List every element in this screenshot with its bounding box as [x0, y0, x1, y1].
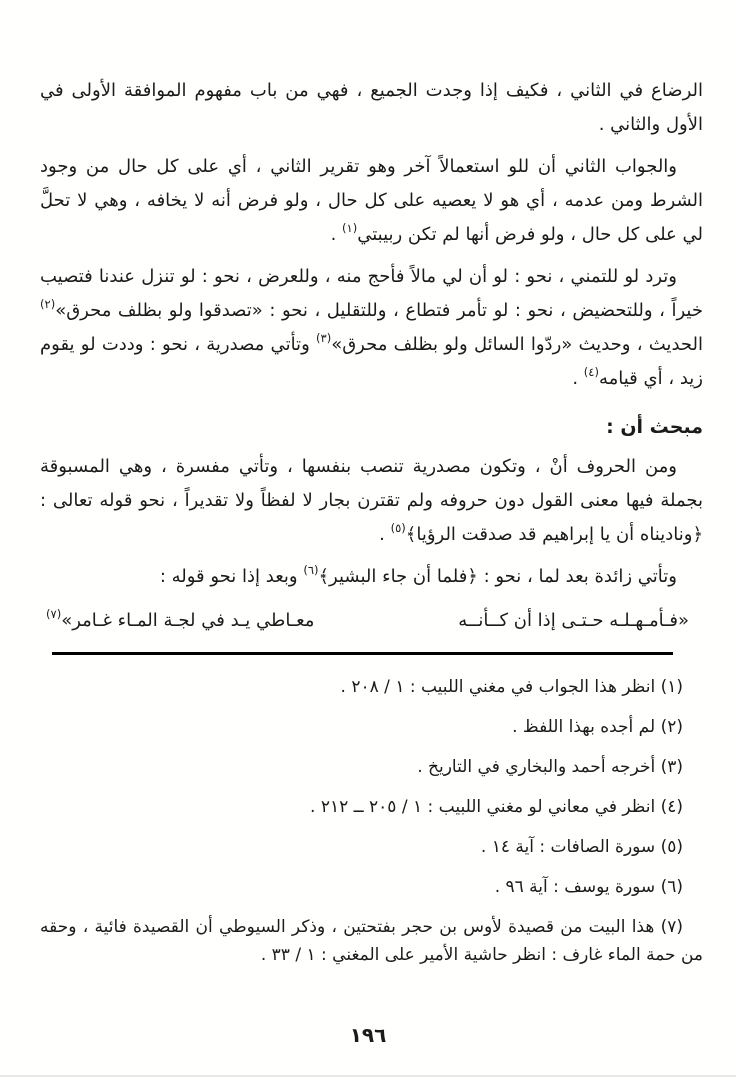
- footnote-ref-7: (٧): [46, 607, 62, 621]
- footnote-6: [40, 873, 703, 901]
- footnote-7: [40, 913, 703, 969]
- section-heading: مبحث أن :: [606, 416, 703, 438]
- footnote-text: (٤) انظر في معاني لو مغني اللبيب : ١ / ٢٠٥ ــ ٢١٢ .: [310, 797, 683, 817]
- paragraph-text: ومن الحروف أنْ ، وتكون مصدرية تنصب بنفسها ، وتأتي مفسرة ، وهي المسبوقة بجملة فيها معنى القول دون حروفه ولم تقترن بجار لا لفظاً ولا تقديراً ، نحو قوله تعالى : ﴿وناديناه أن يا إبراهيم قد صدقت الرؤيا﴾: [40, 456, 703, 545]
- footnote-ref-1: (١): [342, 221, 358, 235]
- footnote-1: [40, 673, 703, 701]
- footnote-ref-4: (٤): [583, 365, 599, 379]
- verse-hemistich-right: «فـأمـهـلـه حـتـى إذا أن كــأنــه: [458, 610, 689, 631]
- paragraph-text: .: [379, 524, 391, 545]
- paragraph-text: الحديث ، وحديث «ردّوا السائل ولو بظلف محرق»: [331, 334, 703, 355]
- footnotes-section: [40, 673, 703, 969]
- paragraph-text: وتأتي مصدرية ، نحو : وددت لو يقوم زيد ، أي قيامه: [40, 334, 703, 389]
- verse-text: معـاطي يـد في لجـة المـاء غـامر»: [61, 610, 315, 631]
- footnote-text: (٥) سورة الصافات : آية ١٤ .: [480, 837, 683, 857]
- page-body: [40, 74, 703, 638]
- footnote-ref-5: (٥): [390, 521, 406, 535]
- poetry-verse: [40, 602, 703, 638]
- footnote-text: (٣) أخرجه أحمد والبخاري في التاريخ .: [417, 757, 683, 777]
- paragraph-text: الرضاع في الثاني ، فكيف إذا وجدت الجميع ، فهي من باب مفهوم الموافقة الأولى في الأول والثاني .: [40, 80, 703, 135]
- footnote-text: (١) انظر هذا الجواب في مغني اللبيب : ١ / ٢٠٨ .: [340, 677, 683, 697]
- footnote-2: [40, 713, 703, 741]
- page-number: ١٩٦: [349, 1023, 387, 1047]
- paragraph-2: [40, 150, 703, 252]
- footnote-separator: [52, 652, 673, 655]
- paragraph-3: [40, 260, 703, 396]
- paragraph-text: وتأتي زائدة بعد لما ، نحو : ﴿فلما أن جاء البشير﴾: [318, 566, 677, 587]
- footnote-text: (٧) هذا البيت من قصيدة لأوس بن حجر بفتحتين ، وذكر السيوطي أن القصيدة فائية ، وحقه من حمة الماء غارف : انظر حاشية الأمير على المغني : ١ / ٣٣ .: [40, 917, 703, 965]
- paragraph-1: [40, 74, 703, 142]
- footnote-ref-6: (٦): [303, 563, 319, 577]
- paragraph-text: وبعد إذا نحو قوله :: [159, 566, 304, 587]
- footnote-3: [40, 753, 703, 781]
- paragraph-text: والجواب الثاني أن للو استعمالاً آخر وهو تقرير الثاني ، أي على كل حال من وجود الشرط ومن عدمه ، أي هو لا يعصيه على كل حال ، ولو فرض أنه لا يخافه ، وهي لا تحلَّ لي على كل حال ، ولو فرض أنها لم تكن ربيبتي: [40, 156, 703, 245]
- footnote-text: (٦) سورة يوسف : آية ٩٦ .: [494, 877, 683, 897]
- footnote-ref-3: (٣): [316, 331, 332, 345]
- footnote-ref-2: (٢): [40, 297, 56, 311]
- footnote-5: [40, 833, 703, 861]
- paragraph-4: [40, 450, 703, 552]
- footnote-text: (٢) لم أجده بهذا اللفظ .: [512, 717, 683, 737]
- paragraph-text: .: [330, 224, 343, 245]
- verse-hemistich-left: [46, 604, 314, 638]
- paragraph-text: .: [572, 368, 584, 389]
- footnote-4: [40, 793, 703, 821]
- paragraph-5: [40, 560, 703, 594]
- paragraph-text: وترد لو للتمني ، نحو : لو أن لي مالاً فأحج منه ، وللعرض ، نحو : لو تنزل عندنا فتصيب خيراً ، وللتحضيض ، نحو : لو تأمر فتطاع ، وللتقليل ، نحو : «تصدقوا ولو بظلف محرق»: [40, 266, 703, 321]
